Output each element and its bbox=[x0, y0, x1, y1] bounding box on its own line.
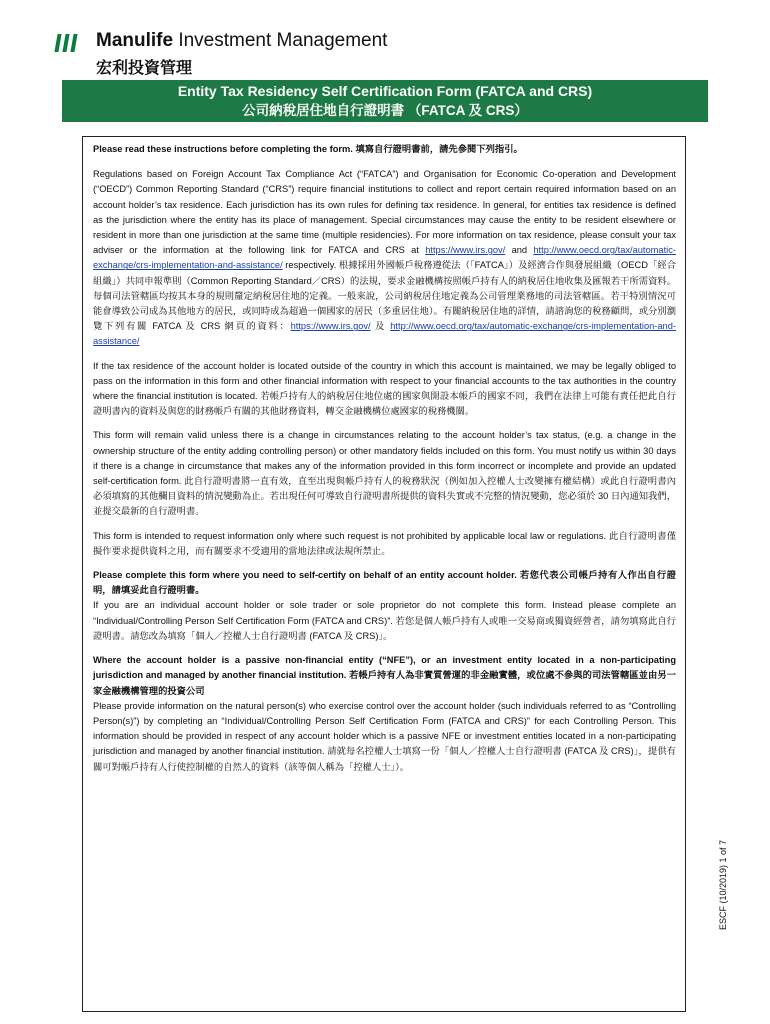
paragraph-form-validity: This form will remain valid unless there is a change in circumstances relating to the account holder’s tax status, (e.g. a change in the ownership structure of the entity adding controlling person) or other mandatory fields included on this form. You must notify us within 30 days if there is a change in circumstance that makes any of the information provided in this form incorrect or incomplete and provide an updated self-certification form. 此自行證明書將一直有效，直至出現與帳戶持有人的稅務狀況（例如加入控權人士改變擁有權結構）或此自行證明書內必須填寫的其他欄目資料的情況變動為止。若出現任何可導致自行證明書所提供的資料失實或不完整的情況變動，您必須於 30 日內通知我們，並提交最新的自行證明書。 bbox=[93, 430, 676, 517]
heading-passive-nfe: Where the account holder is a passive non-financial entity (“NFE”), or an investment entity located in a non-participating jurisdiction and managed by another financial institution. 若帳戶持有人為非實質營運的非金融實體，或位處不參與的司法管轄區並由另一家金融機構管理的投資公司 bbox=[93, 655, 676, 696]
instructions-lead: Please read these instructions before completing the form. 填寫自行證明書前，請先參閱下列指引。 bbox=[93, 144, 523, 154]
paragraph-local-law: This form is intended to request information only where such request is not prohibited by applicable local law or regulations. 此自行證明書僅擬作要求提供資料之用，而有關要求不受適用的當地法律或法規所禁止。 bbox=[93, 530, 676, 556]
brand-name bbox=[96, 30, 387, 52]
oecd-link[interactable]: http://www.oecd.org/tax/automatic-exchange/crs-implementation-and-assistance/ bbox=[93, 245, 676, 271]
paragraph-tax-authorities: If the tax residence of the account holder is located outside of the country in which this account is maintained, we may be legally obliged to pass on the information in this form and other financial information with respect to your financial accounts to the tax authorities in the country where the financial institution is located. 若帳戶持有人的納稅居住地位處的國家與開設本帳戶的國家不同，我們在法律上可能有責任把此自行證明書內的資料及與您的財務帳戶有關的其他財務資料，轉交金融機構位處國家的稅務機關。 bbox=[93, 360, 676, 417]
form-title-banner bbox=[62, 80, 708, 122]
paragraph-tax-residence-text-b: respectively. 根據採用外國帳戶稅務遵從法（「FATCA」）及經濟合作與發展組織（OECD「經合組織」）共同申報準則（Common Reporting Standard／CRS）的法規，要求金融機構按照帳戶持有人的納稅居住地收集及匯報若干所需資料。每個司法管轄區均按其本身的規則釐定納稅居住地的定義。一般來說，公司納稅居住地定義為公司管理業務地的司法管轄區。若干特別情況可能會導致公司成為其他地方的居民，或同時成為超過一個國家的居民（多重居住地）。有關納稅居住地的詳情，請諮詢您的稅務顧問，或分別瀏覽下列有關 FATCA 及 CRS 網頁的資料： bbox=[93, 260, 676, 332]
form-code-side bbox=[718, 840, 732, 930]
brand-name-chinese: 宏利投資管理 bbox=[96, 60, 193, 77]
irs-link[interactable]: https://www.irs.gov/ bbox=[425, 245, 506, 256]
paragraph-and-cn: 及 bbox=[370, 321, 391, 332]
form-title-english: Entity Tax Residency Self Certification Form (FATCA and CRS) bbox=[177, 83, 593, 99]
paragraph-tax-residence-text-a: Regulations based on Foreign Account Tax Compliance Act (“FATCA”) and Organisation for Economic Co-operation and Development (“OECD”) Common Reporting Standard (“CRS”) require financial institutions to collect and report certain required information based on an account holder’s tax residence. Each jurisdiction has its own rules for defining tax residence. In general, for entities tax residence is defined as the jurisdiction where the entity has its place of management. Special circumstances may cause the entity to be resident elsewhere or resident in more than one jurisdiction at the same time (multiple residencies). For more information on tax residence, please consult your tax adviser or the information at the following link for FATCA and CRS at bbox=[93, 169, 676, 256]
paragraph-and: and bbox=[505, 245, 534, 256]
brand-light: Investment Management bbox=[173, 30, 388, 51]
form-title-chinese: 公司納稅居住地自行證明書 （FATCA 及 CRS） bbox=[242, 103, 528, 118]
paragraph-individual-holder: If you are an individual account holder or sole trader or sole proprietor do not complete this form. Instead please complete an “Individual/Controlling Person Self Certification Form (FATCA and CRS)”. 若您是個人帳戶持有人或唯一交易商或獨資經營者，請勿填寫此自行證明書。請您改為填寫「個人／控權人士自行證明書 (FATCA 及 CRS)」。 bbox=[93, 600, 676, 641]
oecd-link-2[interactable]: http://www.oecd.org/tax/automatic-exchange/crs-implementation-and-assistance/ bbox=[93, 321, 676, 347]
paragraph-tax-residence bbox=[93, 167, 676, 349]
manulife-logo-icon bbox=[56, 34, 78, 52]
irs-link-2[interactable]: https://www.irs.gov/ bbox=[290, 321, 371, 332]
form-code-label: ESCF (10/2019) 1 of 7 bbox=[718, 839, 728, 930]
instructions-box bbox=[82, 136, 686, 1012]
heading-entity-self-certify: Please complete this form where you need to self-certify on behalf of an entity account holder. 若您代表公司帳戶持有人作出自行證明，請填妥此自行證明書。 bbox=[93, 570, 676, 596]
brand-bold: Manulife bbox=[96, 30, 174, 51]
paragraph-controlling-persons: Please provide information on the natural person(s) who exercise control over the account holder (such individuals referred to as “Controlling Person(s)”) by completing an “Individual/Controlling Person Self Certification Form (FATCA and CRS)” for each Controlling Person. This information should be provided in respect of any account holder which is a passive NFE or investment entities located in a non-participating jurisdiction and managed by another financial institution. 請就每名控權人士填寫一份「個人／控權人士自行證明書 (FATCA 及 CRS)」，提供有關可對帳戶持有人行使控制權的自然人的資料（該等個人稱為「控權人士」）。 bbox=[93, 700, 676, 772]
